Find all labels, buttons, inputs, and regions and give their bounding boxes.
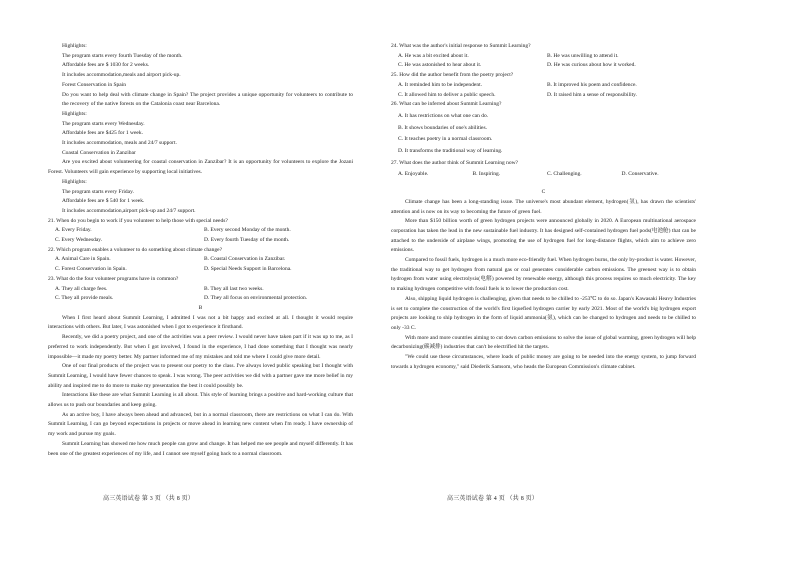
- question-27-options-row: [391, 170, 696, 180]
- question-21-stem: 21. When do you begin to work if you volunteer to help those with special needs?: [48, 217, 228, 224]
- ad3-intro: Are you excited about volunteering for coastal conservation in Zanzibar? It is an opportunity for volunteers to explore the Jozani Forest. Volunteers will gain experience by supporting local initiatives.: [48, 159, 353, 176]
- right-column: [391, 42, 696, 373]
- ad1-line: Affordable fees are $ 1030 for 2 weeks.: [62, 62, 150, 69]
- passage-c-paragraph: More than $150 billion worth of green hydrogen projects were announced globally in 2020. A European multinational aerospace corporation has taken the lead in the new sustainable fuel industry. It has designed self-contained hydrogen fuel pods(电池舱) that can be attached to the underside of airplane wings, promoting the use of hydrogen fuel for long-distance flights, which aim to achieve zero emissions.: [391, 218, 696, 254]
- question-22-options-row-2: [48, 265, 353, 275]
- q27-option-b[interactable]: B. Inspiring.: [472, 171, 501, 178]
- ad2-line: The program starts every Wednesday.: [62, 120, 145, 127]
- ad1-line: The program starts every fourth Tuesday of the month.: [62, 52, 183, 59]
- q27-option-a[interactable]: A. Enjoyable.: [398, 171, 429, 178]
- q21-option-c[interactable]: C. Every Wednesday.: [55, 237, 103, 244]
- ad2-intro: Do you want to help deal with climate change in Spain? The project provides a unique opportunity for volunteers to contribute to the recovery of the native forests on the Catalonia coast near Barcelona.: [62, 91, 353, 108]
- section-b-heading: B: [198, 304, 203, 311]
- passage-b-paragraph: When I first heard about Summit Learning, I admitted I was not a bit happy and excited at all. I thought it would require interactions with others. But later, I was astonished when I got to experience it firsthand.: [48, 314, 353, 331]
- q21-option-a[interactable]: A. Every Friday.: [55, 227, 92, 234]
- passage-c-paragraph: Compared to fossil fuels, hydrogen is a much more eco-friendly fuel. When hydrogen burns, the only by-product is water. However, the traditional way to get hydrogen from natural gas or coal generates considerable carbon emissions. The greenest way is to obtain hydrogen from water using electrolysis(电解) powered by renewable energy, although this process requires so much electricity. The key to making hydrogen competitive with fossil fuels is to lower the production cost.: [391, 257, 696, 293]
- q24-option-a[interactable]: A. He was a bit excited about it.: [398, 52, 469, 59]
- ad3-line: The program starts every Friday.: [62, 188, 134, 195]
- question-22-stem: 22. Which program enables a volunteer to do something about climate change?: [48, 246, 223, 253]
- q25-option-c[interactable]: C. It allowed him to deliver a public speech.: [398, 91, 496, 98]
- q23-option-b[interactable]: B. They all last two weeks.: [204, 285, 264, 292]
- q22-option-b[interactable]: B. Coastal Conservation in Zanzibar.: [204, 256, 286, 263]
- ad3-highlights-label: Highlights:: [62, 178, 87, 185]
- q23-option-a[interactable]: A. They all charge fees.: [55, 285, 108, 292]
- q21-option-b[interactable]: B. Every second Monday of the month.: [204, 227, 291, 234]
- passage-b-paragraph: Summit Learning has showed me how much people can grow and change. It has helped me see people and myself differently. It has been one of the greatest experiences of my life, and I cannot see myself going back to a normal classroom.: [48, 440, 353, 457]
- q23-option-c[interactable]: C. They all provide meals.: [55, 295, 114, 302]
- left-column: [48, 42, 353, 459]
- q25-option-d[interactable]: D. It raised him a sense of responsibility.: [547, 91, 637, 98]
- q24-option-b[interactable]: B. He was unwilling to attend it.: [547, 52, 619, 59]
- question-23-options-row-1: [48, 285, 353, 295]
- passage-b-paragraph: One of our final products of the project was to present our poetry to the class. I've always loved public speaking but I thought with Summit Learning, I would have fewer chances to speak. I was wrong. The peer activities we did with a partner gave me more belief in my ability and inspired me to do more to make my presentation the best it could possibly be.: [48, 363, 353, 389]
- ad1-line: It includes accommodation,meals and airport pick-up.: [62, 72, 181, 79]
- question-24-options-row-1: [391, 52, 696, 62]
- question-27-stem: 27. What does the author think of Summit Learning now?: [391, 159, 518, 166]
- ad2-highlights-label: Highlights:: [62, 110, 87, 117]
- question-23-stem: 23. What do the four volunteer programs have in common?: [48, 275, 179, 282]
- ad3-line: It includes accommodation,airport pick-up and 24/7 support.: [62, 207, 196, 214]
- passage-b-paragraph: Recently, we did a poetry project, and one of the activities was a peer review. I would never have taken part if it was up to me, as I preferred to work independently. But when I got involved, I found in the experience, I had done something that I thought was nearly impossible—it made my poetry better. My partner informed me of my mistakes and told me where I could give more detail.: [48, 334, 353, 360]
- q24-option-d[interactable]: D. He was curious about how it worked.: [547, 62, 636, 69]
- passage-c-paragraph: With more and more countries aiming to cut down carbon emissions to solve the issue of global warming, green hydrogen will help decarbonizing(碳减排) industries that can't be electrified hit the targets.: [391, 334, 696, 351]
- passage-c-paragraph: "We could use these circumstances, where loads of public money are going to be needed into the energy system, to jump forward towards a hydrogen economy," said Diederik Samsom, who heads the European Commission's climate cabinet.: [391, 354, 696, 370]
- ad3-title: Coastal Conservation in Zanzibar: [62, 149, 136, 156]
- passage-c-paragraph: Also, shipping liquid hydrogen is challenging, given that needs to be chilled to -253℃ to do so. Japan's Kawasaki Heavy Industries is set to complete the construction of the world's first liquefied hydrogen carrier by early 2021. Most of the world's big hydrogen export projects are looking to ship hydrogen in the form of liquid ammonia(氨), which can be changed to hydrogen and needs to be chilled to only -33 C.: [391, 295, 696, 331]
- passage-b-paragraph: As an active boy, I have always been ahead and advanced, but in a normal classroom, there are restrictions on what I can do. With Summit Learning, I can go beyond expectations in projects or move ahead in learning new content when I'm ready. I have ownership of my work and pursue my goals.: [48, 411, 353, 438]
- ad2-line: It includes accommodation, meals and 24/7 support.: [62, 140, 177, 147]
- page-footer-left: 高三英语试卷 第 3 页 （共 8 页）: [103, 496, 195, 502]
- q27-option-d[interactable]: D. Conservative.: [621, 171, 659, 178]
- question-21-options-row-1: [48, 226, 353, 236]
- question-23-options-row-2: [48, 294, 353, 304]
- q22-option-a[interactable]: A. Animal Care in Spain.: [55, 256, 111, 263]
- question-24-options-row-2: [391, 61, 696, 71]
- passage-b-paragraph: Interactions like these are what Summit Learning is all about. This style of learning brings a positive and hard-working culture that allows us to push our boundaries and keep going.: [48, 392, 353, 409]
- q21-option-d[interactable]: D. Every fourth Tuesday of the month.: [204, 237, 290, 244]
- q23-option-d[interactable]: D. They all focus on environmental protection.: [204, 295, 308, 302]
- question-22-options-row-1: [48, 255, 353, 265]
- ad1-highlights-label: Highlights:: [62, 43, 87, 49]
- section-c-heading: C: [541, 189, 546, 196]
- question-25-options-row-1: [391, 81, 696, 91]
- q25-option-b[interactable]: B. It improved his poem and confidence.: [547, 81, 637, 88]
- q27-option-c[interactable]: C. Challenging.: [547, 171, 582, 178]
- question-25-options-row-2: [391, 91, 696, 101]
- passage-c-paragraph: Climate change has been a long-standing issue. The universe's most abundant element, hydrogen(氢), has drawn the scientists' attention and is now on its way to becoming the future of green fuel.: [391, 198, 696, 215]
- ad2-line: Affordable fees are $425 for 1 week.: [62, 130, 143, 137]
- question-26-stem: 26. What can be inferred about Summit Learning?: [391, 101, 502, 108]
- ad2-title: Forest Conservation in Spain: [62, 81, 127, 88]
- q25-option-a[interactable]: A. It reminded him to be independent.: [398, 81, 483, 88]
- question-24-stem: 24. What was the author's initial response to Summit Learning?: [391, 43, 531, 49]
- page-footer-right: 高三英语试卷 第 4 页 （共 8 页）: [447, 496, 539, 502]
- question-21-options-row-2: [48, 236, 353, 246]
- q26-option-d[interactable]: D. It transforms the traditional way of learning.: [398, 148, 503, 155]
- q26-option-a[interactable]: A. It has restrictions on what one can do.: [398, 112, 489, 119]
- q22-option-c[interactable]: C. Forest Conservation in Spain.: [55, 266, 127, 273]
- question-25-stem: 25. How did the author benefit from the poetry project?: [391, 72, 514, 79]
- q22-option-d[interactable]: D. Special Needs Support in Barcelona.: [204, 266, 292, 273]
- ad3-line: Affordable fees are $ 540 for 1 week.: [62, 198, 145, 205]
- q24-option-c[interactable]: C. He was astonished to hear about it.: [398, 62, 482, 69]
- q26-option-b[interactable]: B. It shows boundaries of one's abilities.: [398, 124, 487, 131]
- q26-option-c[interactable]: C. It teaches poetry in a normal classroom.: [398, 136, 493, 143]
